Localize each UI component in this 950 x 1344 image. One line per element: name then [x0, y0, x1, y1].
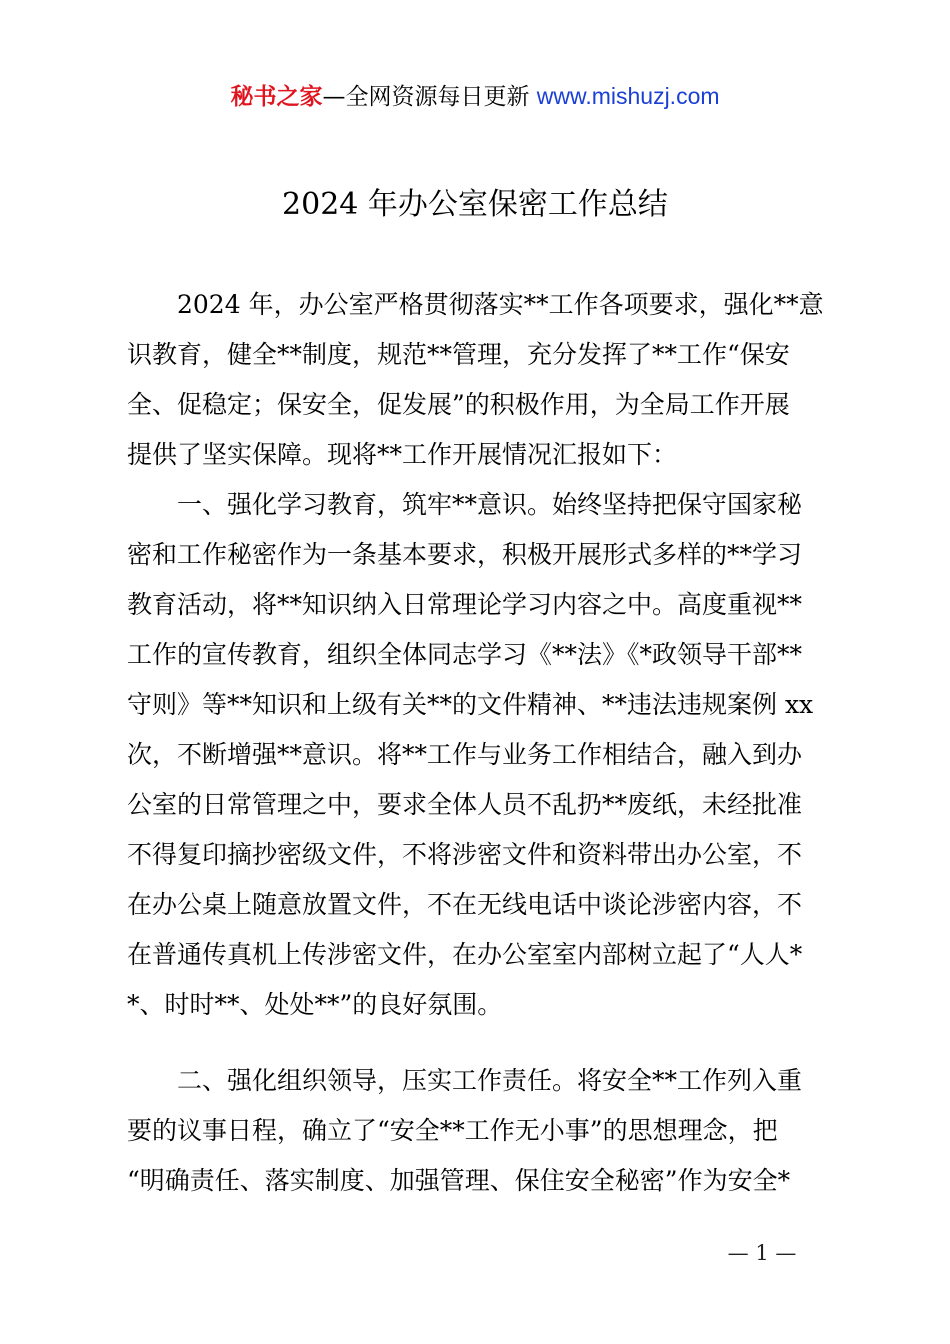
- document-body: [127, 280, 833, 1206]
- paragraph-line: 二、强化组织领导，压实工作责任。将安全**工作列入重: [177, 1066, 803, 1095]
- site-tagline: —全网资源每日更新: [322, 84, 530, 110]
- paragraph-line: 一、强化学习教育，筑牢**意识。始终坚持把保守国家秘: [177, 490, 803, 519]
- site-url-link[interactable]: www.mishuzj.com: [536, 83, 720, 109]
- paragraph-line: 守则》等**知识和上级有关**的文件精神、**违法违规案例 xx: [127, 690, 814, 719]
- site-header: [0, 80, 950, 113]
- paragraph-line: 提供了坚实保障。现将**工作开展情况汇报如下：: [127, 440, 678, 469]
- paragraph-line: 公室的日常管理之中，要求全体人员不乱扔**废纸，未经批准: [127, 790, 803, 819]
- paragraph-line: 2024 年，办公室严格贯彻落实**工作各项要求，强化**意: [177, 290, 824, 319]
- paragraph-line: 教育活动，将**知识纳入日常理论学习内容之中。高度重视**: [127, 590, 803, 619]
- document-title: 2024 年办公室保密工作总结: [282, 187, 668, 222]
- paragraph-line: 要的议事日程，确立了“安全**工作无小事”的思想理念，把: [127, 1116, 778, 1145]
- paragraph-line: *、时时**、处处**”的良好氛围。: [127, 990, 503, 1019]
- paragraph-line: 不得复印摘抄密级文件，不将涉密文件和资料带出办公室，不: [127, 840, 803, 869]
- site-brand: 秘书之家: [230, 84, 323, 110]
- paragraph-line: 全、促稳定；保安全，促发展”的积极作用，为全局工作开展: [127, 390, 790, 419]
- paragraph-line: 次，不断增强**意识。将**工作与业务工作相结合，融入到办: [127, 740, 803, 769]
- paragraph-line: 在普通传真机上传涉密文件，在办公室室内部树立起了“人人*: [127, 940, 803, 969]
- paragraph-line: 工作的宣传教育，组织全体同志学习《**法》《*政领导干部**: [127, 640, 803, 669]
- page-number: — 1 —: [727, 1241, 797, 1265]
- paragraph-line: 在办公桌上随意放置文件，不在无线电话中谈论涉密内容，不: [127, 890, 803, 919]
- paragraph-line: 密和工作秘密作为一条基本要求，积极开展形式多样的**学习: [127, 540, 803, 569]
- paragraph-line: 识教育，健全**制度，规范**管理，充分发挥了**工作“保安: [127, 340, 790, 369]
- paragraph-line: “明确责任、落实制度、加强管理、保住安全秘密”作为安全*: [127, 1166, 791, 1195]
